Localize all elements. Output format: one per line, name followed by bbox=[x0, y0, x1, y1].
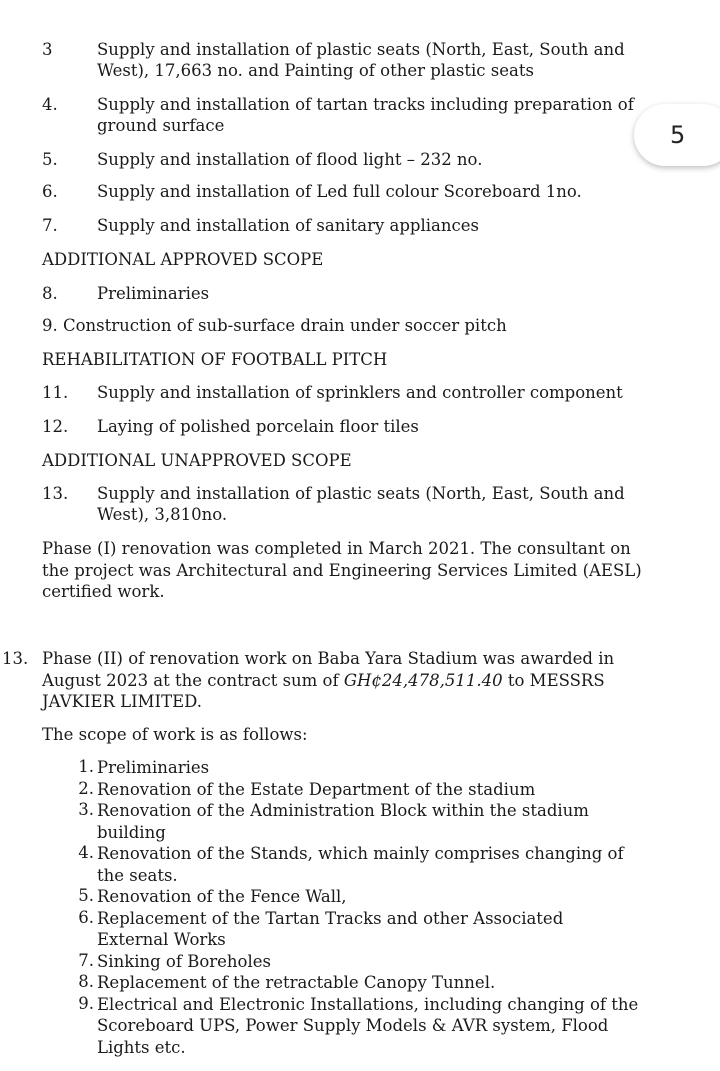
item-number: 11. bbox=[42, 383, 69, 402]
item-number: 13. bbox=[42, 484, 69, 503]
item-text: Supply and installation of plastic seats (North, East, South and West), 17,663 no. and Painting of other plastic seats bbox=[97, 40, 625, 80]
list-item: 9. Construction of sub-surface drain under soccer pitch bbox=[42, 316, 507, 335]
item-number: 7. bbox=[42, 216, 58, 235]
item-number: 12. bbox=[42, 417, 69, 436]
document-page: 3 Supply and installation of plastic seats (North, East, South and West), 17,663 no. and Painting of other plastic seats 4. Supply and installation of tartan tracks including preparation of ground surface 5. Supply and installation of flood light – 232 no. 6. Supply and installation of Led full colour Scoreboard 1no. 7. Supply and installation of sanitary appliances ADDITIONAL APPROVED SCOPE 8. Preliminaries 9. Construction of sub-surface drain under soccer pitch REHABILITATION OF FOOTBALL PITCH 11. Supply and installation of sprinklers and controller component 12. Laying of polished porcelain floor tiles ADDITIONAL UNAPPROVED SCOPE 13. Supply and installation of plastic seats (North, East, South and West), 3,810no. Phase (I) renovation was completed in March 2021. The consultant on the project was Architectural and Engineering Services Limited (AESL) certified work. 13. Phase (II) of renovation work on Baba Yara Stadium was awarded in August 2023 at the contract sum of GH¢24,478,511.40 to MESSRS JAVKIER LIMITED. The scope of work is as follows: 1. Preliminaries 2. Renovation of the Estate Department of the stadium 3. Renovation of the Administration Block within the stadium building 4. Renovation of the Stands, which mainly comprises changing of the seats. 5. Renovation of the Fence Wall, 6. Replacement of the Tartan Tracks and other Associated External Works 7. Sinking of Boreholes 8. Replacement of the retractable Canopy Tunnel. 9. Electrical and Electronic Installations, including changing of the Scoreboard UPS, Power Supply Models & AVR system, Flood Lights etc. 5 bbox=[0, 0, 720, 1071]
item-text: Supply and installation of Led full colour Scoreboard 1no. bbox=[97, 182, 582, 201]
page-number: 5 bbox=[670, 121, 686, 149]
item-text: Supply and installation of sprinklers and controller component bbox=[97, 383, 623, 402]
item-number: 8. bbox=[42, 284, 58, 303]
item-number: 4. bbox=[42, 95, 58, 114]
paragraph-number: 13. bbox=[2, 649, 29, 668]
item-text: Laying of polished porcelain floor tiles bbox=[97, 417, 419, 436]
item-number: 6. bbox=[42, 182, 58, 201]
item-text: Supply and installation of tartan tracks including preparation of ground surface bbox=[97, 95, 634, 135]
item-number: 5. bbox=[42, 150, 58, 169]
page-number-badge[interactable] bbox=[634, 104, 720, 166]
item-text: Supply and installation of sanitary appliances bbox=[97, 216, 479, 235]
scope-intro: The scope of work is as follows: bbox=[42, 725, 308, 744]
contract-sum: GH¢24,478,511.40 bbox=[343, 670, 503, 690]
item-number: 3 bbox=[42, 40, 53, 59]
phase1-paragraph: Phase (I) renovation was completed in March 2021. The consultant on the project was Architectural and Engineering Services Limited (AESL) certified work. bbox=[42, 539, 642, 601]
section-heading: REHABILITATION OF FOOTBALL PITCH bbox=[42, 350, 388, 369]
item-text: Supply and installation of flood light – 232 no. bbox=[97, 150, 483, 169]
section-heading: ADDITIONAL UNAPPROVED SCOPE bbox=[42, 451, 352, 470]
item-text: Preliminaries bbox=[97, 284, 210, 303]
section-heading: ADDITIONAL APPROVED SCOPE bbox=[42, 250, 324, 269]
item-text: Supply and installation of plastic seats (North, East, South and West), 3,810no. bbox=[97, 484, 625, 524]
paragraph-text: Phase (II) of renovation work on Baba Yara Stadium was awarded in August 2023 at the contract sum of GH¢24,478,511.40 to MESSRS JAVKIER LIMITED. bbox=[42, 649, 615, 711]
